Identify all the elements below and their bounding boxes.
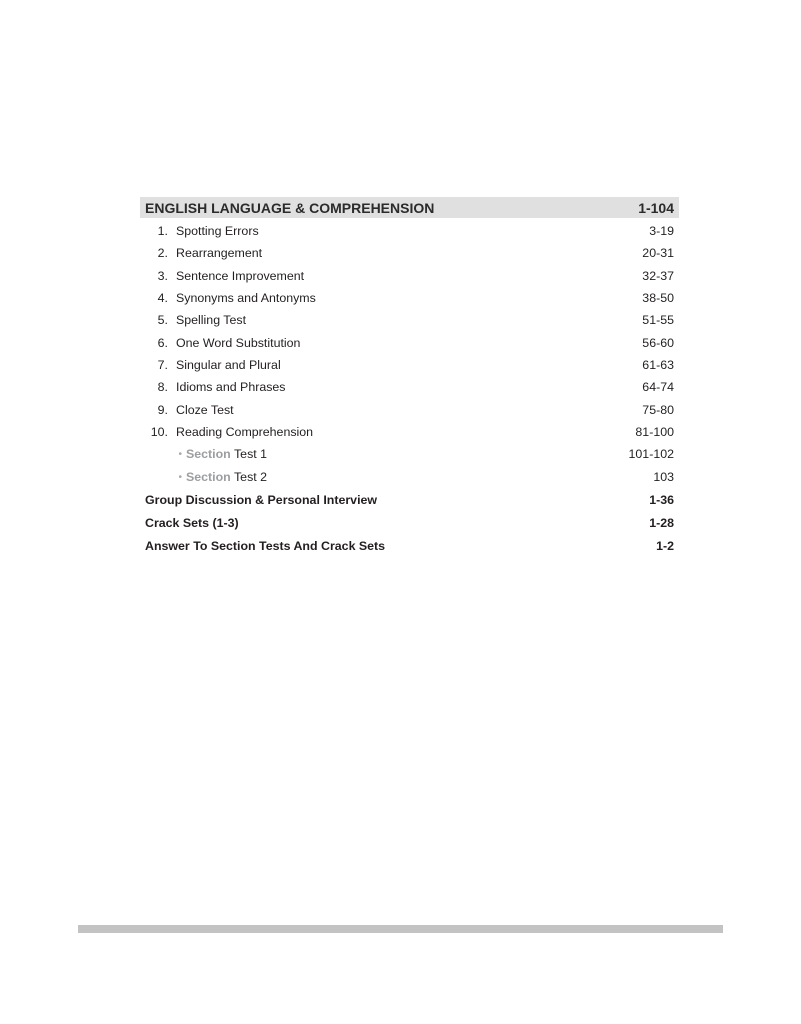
chapter-pages: 3-19 bbox=[649, 224, 674, 239]
chapter-row[interactable] bbox=[140, 242, 679, 264]
chapter-pages: 81-100 bbox=[635, 424, 674, 439]
part-row[interactable] bbox=[140, 535, 679, 558]
chapter-row[interactable] bbox=[140, 220, 679, 242]
section-title: ENGLISH LANGUAGE & COMPREHENSION bbox=[145, 199, 435, 216]
section-test-row[interactable] bbox=[140, 466, 679, 489]
chapter-title: Spelling Test bbox=[176, 313, 247, 328]
chapter-pages: 38-50 bbox=[642, 291, 674, 306]
part-pages: 1-28 bbox=[649, 516, 674, 531]
chapter-title: Singular and Plural bbox=[176, 357, 281, 372]
chapter-pages: 64-74 bbox=[642, 380, 674, 395]
footer-divider bbox=[78, 925, 723, 933]
part-title: Answer To Section Tests And Crack Sets bbox=[145, 539, 386, 554]
chapter-title: Cloze Test bbox=[176, 402, 234, 417]
part-row[interactable] bbox=[140, 489, 679, 512]
section-test-pages: 101-102 bbox=[628, 447, 674, 462]
chapter-number: 5. bbox=[157, 313, 168, 328]
chapter-pages: 51-55 bbox=[642, 313, 674, 328]
part-title: Group Discussion & Personal Interview bbox=[145, 493, 378, 508]
chapter-number: 6. bbox=[157, 335, 168, 350]
chapter-number: 10. bbox=[150, 424, 168, 439]
chapter-number: 7. bbox=[157, 357, 168, 372]
toc-section-header[interactable] bbox=[140, 197, 679, 218]
bullet-icon: • bbox=[178, 448, 182, 460]
chapter-row[interactable] bbox=[140, 287, 679, 309]
chapter-title: Reading Comprehension bbox=[176, 424, 314, 439]
chapter-number: 8. bbox=[157, 380, 168, 395]
chapter-row[interactable] bbox=[140, 265, 679, 287]
chapter-row[interactable] bbox=[140, 421, 679, 443]
section-test-title bbox=[186, 447, 629, 461]
section-test-label: Test 2 bbox=[230, 470, 268, 485]
chapter-row[interactable] bbox=[140, 398, 679, 420]
chapter-row[interactable] bbox=[140, 309, 679, 331]
chapter-pages: 56-60 bbox=[642, 335, 674, 350]
part-title: Crack Sets (1-3) bbox=[145, 516, 239, 531]
section-page-range: 1-104 bbox=[638, 199, 674, 216]
part-pages: 1-2 bbox=[656, 539, 674, 554]
chapter-number: 1. bbox=[157, 224, 168, 239]
chapter-number: 4. bbox=[157, 291, 168, 306]
chapter-number: 9. bbox=[157, 402, 168, 417]
part-pages: 1-36 bbox=[649, 493, 674, 508]
section-test-label: Test 1 bbox=[230, 447, 268, 462]
chapter-title: Idioms and Phrases bbox=[176, 380, 286, 395]
chapter-title: One Word Substitution bbox=[176, 335, 301, 350]
section-test-title bbox=[186, 470, 653, 484]
section-test-pages: 103 bbox=[653, 470, 674, 485]
chapter-number: 2. bbox=[157, 246, 168, 261]
chapter-row[interactable] bbox=[140, 376, 679, 398]
section-test-prefix: Section bbox=[186, 470, 231, 485]
chapter-pages: 32-37 bbox=[642, 268, 674, 283]
chapter-pages: 20-31 bbox=[642, 246, 674, 261]
chapter-title: Synonyms and Antonyms bbox=[176, 291, 316, 306]
part-row[interactable] bbox=[140, 512, 679, 535]
chapter-title: Sentence Improvement bbox=[176, 268, 305, 283]
chapter-title: Rearrangement bbox=[176, 246, 263, 261]
chapter-number: 3. bbox=[157, 268, 168, 283]
bullet-icon: • bbox=[178, 471, 182, 483]
chapter-pages: 75-80 bbox=[642, 402, 674, 417]
section-test-row[interactable] bbox=[140, 443, 679, 466]
chapter-row[interactable] bbox=[140, 354, 679, 376]
chapter-row[interactable] bbox=[140, 331, 679, 353]
chapter-title: Spotting Errors bbox=[176, 224, 259, 239]
table-of-contents bbox=[140, 197, 679, 558]
chapter-pages: 61-63 bbox=[642, 357, 674, 372]
section-test-prefix: Section bbox=[186, 447, 231, 462]
